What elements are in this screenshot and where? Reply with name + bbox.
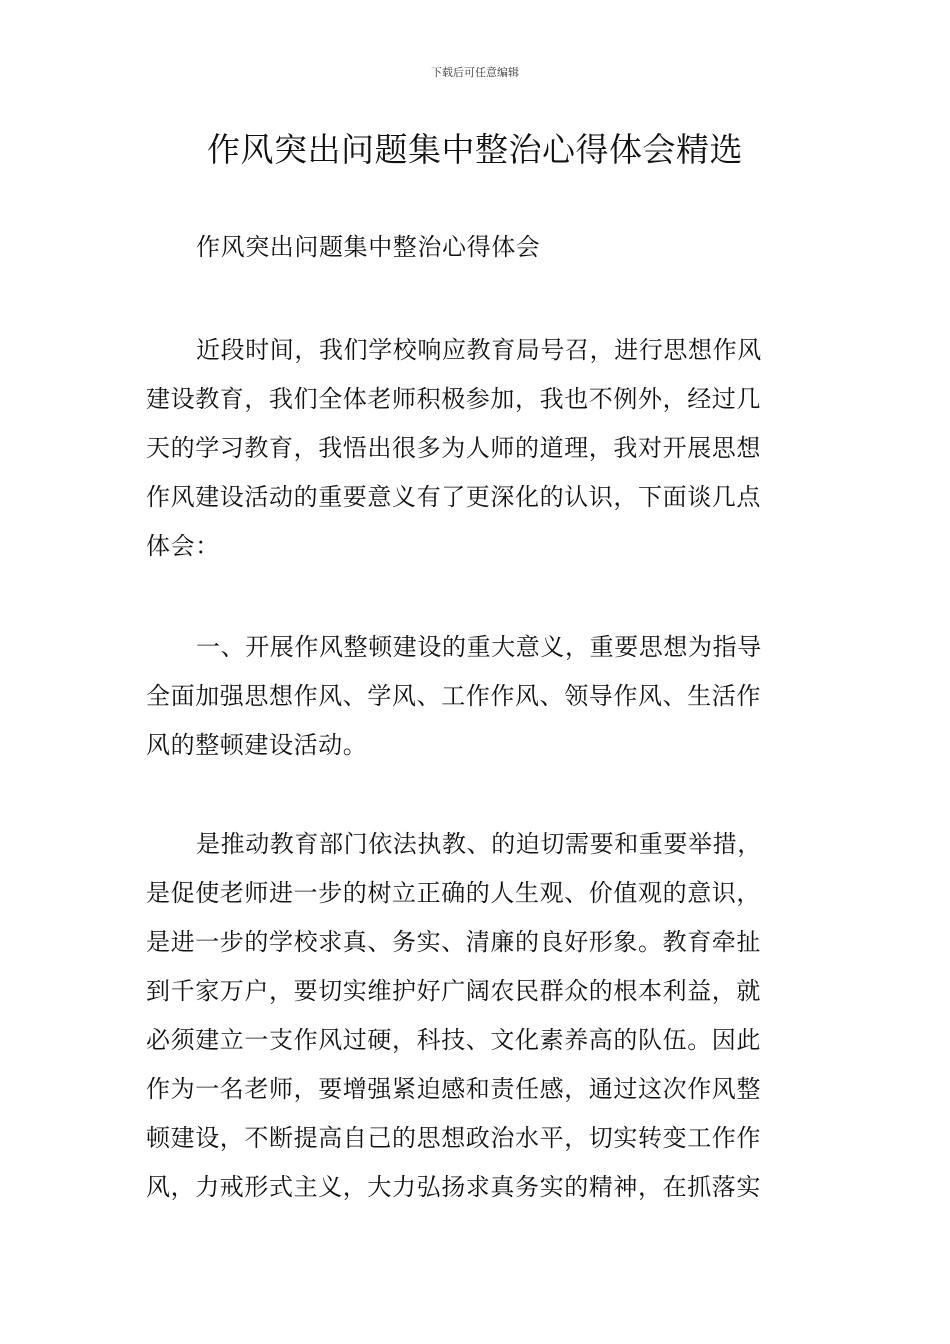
paragraph-line: 是进一步的学校求真、务实、清廉的良好形象。教育牵扯 (146, 928, 761, 956)
paragraph-2 (146, 623, 806, 770)
paragraph-line: 建设教育，我们全体老师积极参加，我也不例外，经过几 (146, 385, 761, 413)
document-title: 作风突出问题集中整治心得体会精选 (207, 130, 743, 169)
header-note: 下载后可任意编辑 (431, 66, 519, 79)
paragraph-line: 必须建立一支作风过硬，科技、文化素养高的队伍。因此 (146, 1026, 761, 1054)
paragraph-3 (146, 820, 806, 1212)
paragraph-1 (146, 326, 806, 571)
paragraph-line: 作风建设活动的重要意义有了更深化的认识，下面谈几点 (146, 483, 761, 511)
paragraph-line: 近段时间，我们学校响应教育局号召，进行思想作风 (196, 336, 762, 364)
paragraph-line: 顿建设，不断提高自己的思想政治水平，切实转变工作作 (146, 1124, 761, 1152)
document-subtitle: 作风突出问题集中整治心得体会 (196, 233, 541, 261)
paragraph-line: 作为一名老师，要增强紧迫感和责任感，通过这次作风整 (146, 1075, 761, 1103)
paragraph-line: 到千家万户，要切实维护好广阔农民群众的根本利益，就 (146, 977, 761, 1005)
paragraph-line: 是促使老师进一步的树立正确的人生观、价值观的意识， (146, 879, 761, 907)
paragraph-line: 风，力戒形式主义，大力弘扬求真务实的精神，在抓落实 (146, 1173, 761, 1201)
paragraph-line: 是推动教育部门依法执教、的迫切需要和重要举措， (196, 830, 762, 858)
paragraph-line: 全面加强思想作风、学风、工作作风、领导作风、生活作 (146, 682, 761, 710)
paragraph-line: 一、开展作风整顿建设的重大意义，重要思想为指导 (196, 633, 762, 661)
paragraph-line: 天的学习教育，我悟出很多为人师的道理，我对开展思想 (146, 434, 761, 462)
paragraph-line: 风的整顿建设活动。 (146, 731, 368, 759)
paragraph-line: 体会： (146, 532, 220, 560)
